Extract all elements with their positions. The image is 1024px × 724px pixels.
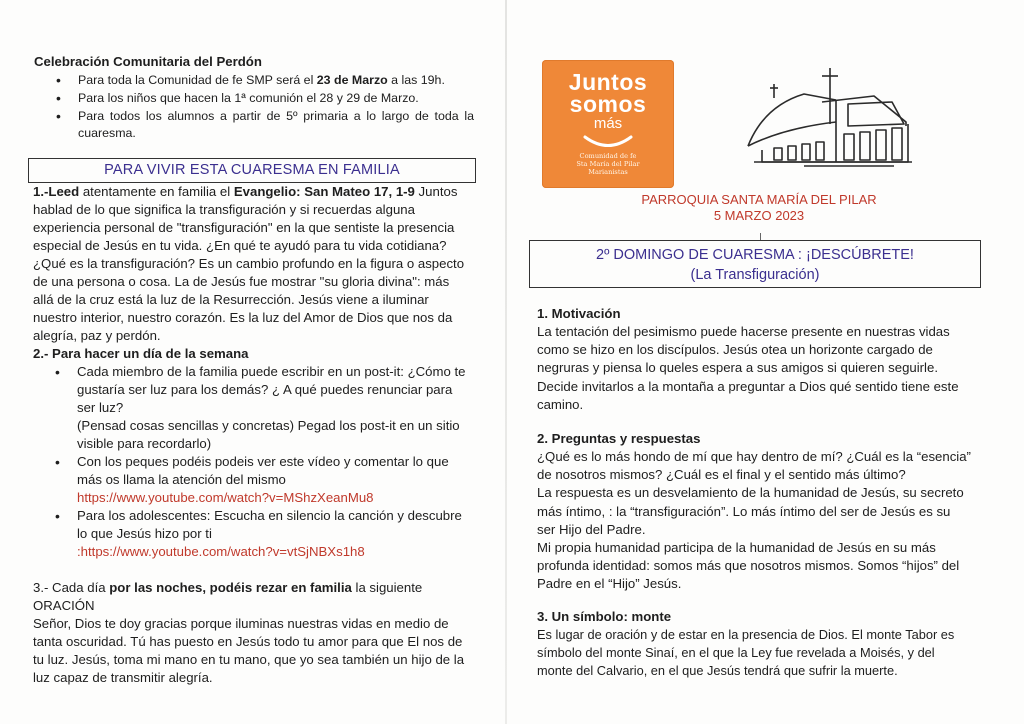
section-1-lead: 1.-Leed bbox=[33, 184, 80, 199]
bullet-extra: (Pensad cosas sencillas y concretas) Pegad los post-it en un sitio visible para recordarlo) bbox=[77, 418, 460, 451]
family-title-box bbox=[28, 158, 476, 183]
parish-header bbox=[610, 192, 908, 224]
family-box-title: PARA VIVIR ESTA CUARESMA EN FAMILIA bbox=[104, 162, 400, 178]
logo-line-2: somos bbox=[569, 91, 647, 117]
list-item bbox=[34, 108, 474, 142]
symbol-title: 3. Un símbolo: monte bbox=[537, 609, 672, 624]
celebration-title: Celebración Comunitaria del Perdón bbox=[34, 54, 262, 69]
list-item bbox=[33, 507, 473, 561]
family-section bbox=[33, 183, 473, 687]
motivation-text: La tentación del pesimismo puede hacerse presente en nuestras vidas como se hizo en los discípulos. Jesús otea un horizonte cargado de negruras y piensa lo queles espera a sus amigos si quieren seguirle. Decide invitarlos a la montaña a preguntar a Dios qué sentido tiene este camino. bbox=[537, 324, 959, 412]
prayer-text: Señor, Dios te doy gracias porque iluminas nuestras vidas en medio de tanta oscuridad. Tú has puesto en Jesús todo tu amor para que El nos de tu luz. Jesús, toma mi mano en tu mano, que yo sea también un hijo de la luz capaz de transmitir alegría. bbox=[33, 616, 465, 685]
logo-sub-2: Sta María del Pilar bbox=[576, 160, 640, 168]
questions-paragraph-2: La respuesta es un desvelamiento de la humanidad de Jesús, su secreto más íntimo, : la “transfiguración”. Lo más íntimo del ser de Jesús es su ser Hijo del Padre. bbox=[537, 485, 964, 537]
logo-line-1: Juntos bbox=[568, 69, 648, 95]
sunday-title: 2º DOMINGO DE CUARESMA : ¡DESCÚBRETE! bbox=[596, 247, 914, 263]
community-logo bbox=[542, 60, 674, 188]
list-item bbox=[33, 453, 473, 507]
separator-tick bbox=[760, 233, 761, 240]
questions-title: 2. Preguntas y respuestas bbox=[537, 431, 701, 446]
sunday-subtitle: (La Transfiguración) bbox=[690, 267, 820, 283]
item-text: Para toda la Comunidad de fe SMP será el bbox=[78, 73, 317, 87]
bullet-text: Para los adolescentes: Escucha en silencio la canción y descubre lo que Jesús hizo por ti bbox=[77, 508, 462, 541]
questions-paragraph-1: ¿Qué es lo más hondo de mí que hay dentro de mí? ¿Cuál es la “esencia” de nosotros mismos? ¿Cuál es el final y el sentido más último? bbox=[537, 449, 971, 483]
section-3-lead: 3.- Cada día bbox=[33, 580, 110, 595]
section-3 bbox=[33, 579, 473, 597]
video-link-kids[interactable]: https://www.youtube.com/watch?v=MShzXeanMu8 bbox=[77, 490, 374, 505]
logo-subtitle bbox=[548, 152, 668, 176]
section-1-body: Juntos hablad de lo que significa la transfiguración y si recuerdas alguna experiencia personal de "transfiguración" en la que sentiste la presencia especial de Jesús en tu vida. ¿En qué te ayudó para tu vida cotidiana? ¿Qué es la transfiguración? Es un cambio profundo en la figura o aspecto de una persona o cosa. La de Jesús fue mostrar "su gloria divina": más allá de la cruz está la luz de la Resurrección. Jesús viene a iluminar nuestro interior, nuestro corazón. Es la luz del Amor de Dios que nos da alegría, paz y perdón. bbox=[33, 184, 465, 343]
church-drawing-icon bbox=[744, 66, 912, 176]
item-date: 23 de Marzo bbox=[316, 73, 388, 87]
section-2-title: 2.- Para hacer un día de la semana bbox=[33, 346, 249, 361]
smile-icon bbox=[582, 134, 634, 150]
item-text-end: a las 19h. bbox=[387, 73, 445, 87]
motivation-title: 1. Motivación bbox=[537, 306, 621, 321]
list-item bbox=[34, 90, 474, 107]
logo-sub-3: Marianistas bbox=[588, 168, 628, 176]
section-1-lead-text: atentamente en familia el bbox=[79, 184, 234, 199]
section-2 bbox=[33, 345, 473, 561]
bullet-text: Con los peques podéis podeis ver este vídeo y comentar lo que más os llama la atención del mismo bbox=[77, 454, 449, 487]
video-link-teens[interactable]: :https://www.youtube.com/watch?v=vtSjNBXs1h8 bbox=[77, 544, 365, 559]
celebration-list bbox=[34, 72, 474, 142]
prayer-title: ORACIÓN bbox=[33, 598, 95, 613]
section-1 bbox=[33, 183, 473, 345]
section-2-list bbox=[33, 363, 473, 561]
logo-line-3: más bbox=[593, 115, 623, 132]
item-text: Para todos los alumnos a partir de 5º primaria a lo largo de toda la cuaresma. bbox=[78, 109, 474, 140]
logo-sub-1: Comunidad de fe bbox=[579, 152, 637, 160]
questions-section bbox=[537, 430, 971, 594]
list-item bbox=[34, 72, 474, 89]
parish-date: 5 MARZO 2023 bbox=[713, 208, 805, 223]
item-text: Para los niños que hacen la 1ª comunión el 28 y 29 de Marzo. bbox=[78, 91, 419, 105]
parish-name: PARROQUIA SANTA MARÍA DEL PILAR bbox=[641, 192, 877, 207]
section-3-bold: por las noches, podéis rezar en familia bbox=[109, 580, 352, 595]
celebration-section bbox=[34, 54, 474, 143]
symbol-section bbox=[537, 608, 971, 681]
list-item bbox=[33, 363, 473, 453]
motivation-section bbox=[537, 305, 971, 414]
spacer bbox=[33, 561, 473, 579]
bullet-text: Cada miembro de la familia puede escribir en un post-it: ¿Cómo te gustaría ser luz para los demás? ¿ A qué puedes renunciar para ser luz? bbox=[77, 364, 466, 415]
gospel-reference: Evangelio: San Mateo 17, 1-9 bbox=[233, 184, 415, 199]
symbol-text: Es lugar de oración y de estar en la presencia de Dios. El monte Tabor es símbolo del monte Sinaí, en el que la Ley fue revelada a Moisés, y del monte del Calvario, en el que Jesús tendrá que sufrir la muerte. bbox=[537, 627, 955, 679]
questions-paragraph-3: Mi propia humanidad participa de la humanidad de Jesús en su más profunda identidad: somos más que nosotros mismos. Somos “hijos” del Padre en el “Hijo” Jesús. bbox=[537, 540, 960, 592]
section-3-end: la siguiente bbox=[351, 580, 423, 595]
sunday-title-box bbox=[529, 240, 981, 288]
